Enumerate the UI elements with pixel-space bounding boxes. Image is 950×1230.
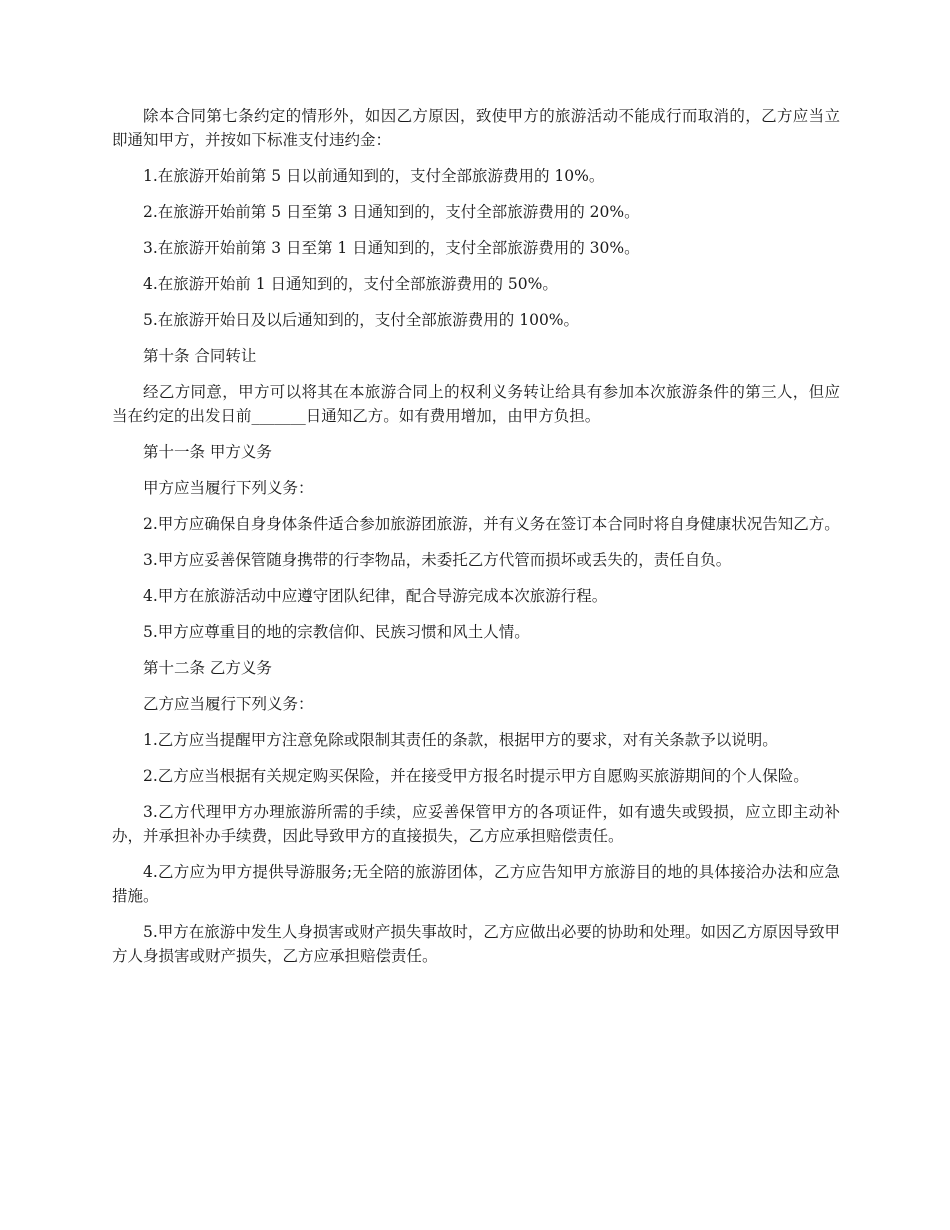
paragraph-penalty-4: 4.在旅游开始前 1 日通知到的，支付全部旅游费用的 50%。 — [143, 275, 558, 293]
contract-page — [112, 104, 840, 980]
paragraph-party-a-intro: 甲方应当履行下列义务： — [143, 479, 314, 497]
paragraph-party-a-duty-5: 5.甲方应尊重目的地的宗教信仰、民族习惯和风土人情。 — [143, 623, 530, 641]
paragraph-party-b-duty-4: 4.乙方应为甲方提供导游服务;无全陪的旅游团体，乙方应告知甲方旅游目的地的具体接洽办法和应急措施。 — [112, 863, 840, 905]
paragraph-breach-intro: 除本合同第七条约定的情形外，如因乙方原因，致使甲方的旅游活动不能成行而取消的，乙方应当立即通知甲方，并按如下标准支付违约金： — [112, 107, 840, 149]
paragraph-penalty-5: 5.在旅游开始日及以后通知到的，支付全部旅游费用的 100%。 — [143, 311, 580, 329]
paragraph-penalty-3: 3.在旅游开始前第 3 日至第 1 日通知到的，支付全部旅游费用的 30%。 — [143, 239, 640, 257]
paragraph-penalty-2: 2.在旅游开始前第 5 日至第 3 日通知到的，支付全部旅游费用的 20%。 — [143, 203, 640, 221]
article-10-heading: 第十条 合同转让 — [143, 347, 257, 365]
paragraph-party-b-duty-3: 3.乙方代理甲方办理旅游所需的手续，应妥善保管甲方的各项证件，如有遗失或毁损，应立即主动补办，并承担补办手续费，因此导致甲方的直接损失，乙方应承担赔偿责任。 — [112, 803, 840, 845]
article-12-heading: 第十二条 乙方义务 — [143, 659, 272, 677]
paragraph-party-a-duty-2: 2.甲方应确保自身身体条件适合参加旅游团旅游，并有义务在签订本合同时将自身健康状况告知乙方。 — [143, 515, 840, 533]
article-11-heading: 第十一条 甲方义务 — [143, 443, 272, 461]
paragraph-party-a-duty-4: 4.甲方在旅游活动中应遵守团队纪律，配合导游完成本次旅游行程。 — [143, 587, 608, 605]
paragraph-party-b-duty-5: 5.甲方在旅游中发生人身损害或财产损失事故时，乙方应做出必要的协助和处理。如因乙方原因导致甲方人身损害或财产损失，乙方应承担赔偿责任。 — [112, 923, 840, 965]
paragraph-party-b-duty-1: 1.乙方应当提醒甲方注意免除或限制其责任的条款，根据甲方的要求，对有关条款予以说明。 — [143, 731, 778, 749]
paragraph-party-b-duty-2: 2.乙方应当根据有关规定购买保险，并在接受甲方报名时提示甲方自愿购买旅游期间的个人保险。 — [143, 767, 809, 785]
paragraph-party-a-duty-3: 3.甲方应妥善保管随身携带的行李物品，未委托乙方代管而损坏或丢失的，责任自负。 — [143, 551, 732, 569]
paragraph-penalty-1: 1.在旅游开始前第 5 日以前通知到的，支付全部旅游费用的 10%。 — [143, 167, 605, 185]
paragraph-contract-transfer: 经乙方同意，甲方可以将其在本旅游合同上的权利义务转让给具有参加本次旅游条件的第三人，但应当在约定的出发日前_______日通知乙方。如有费用增加，由甲方负担。 — [112, 383, 840, 425]
paragraph-party-b-intro: 乙方应当履行下列义务： — [143, 695, 314, 713]
